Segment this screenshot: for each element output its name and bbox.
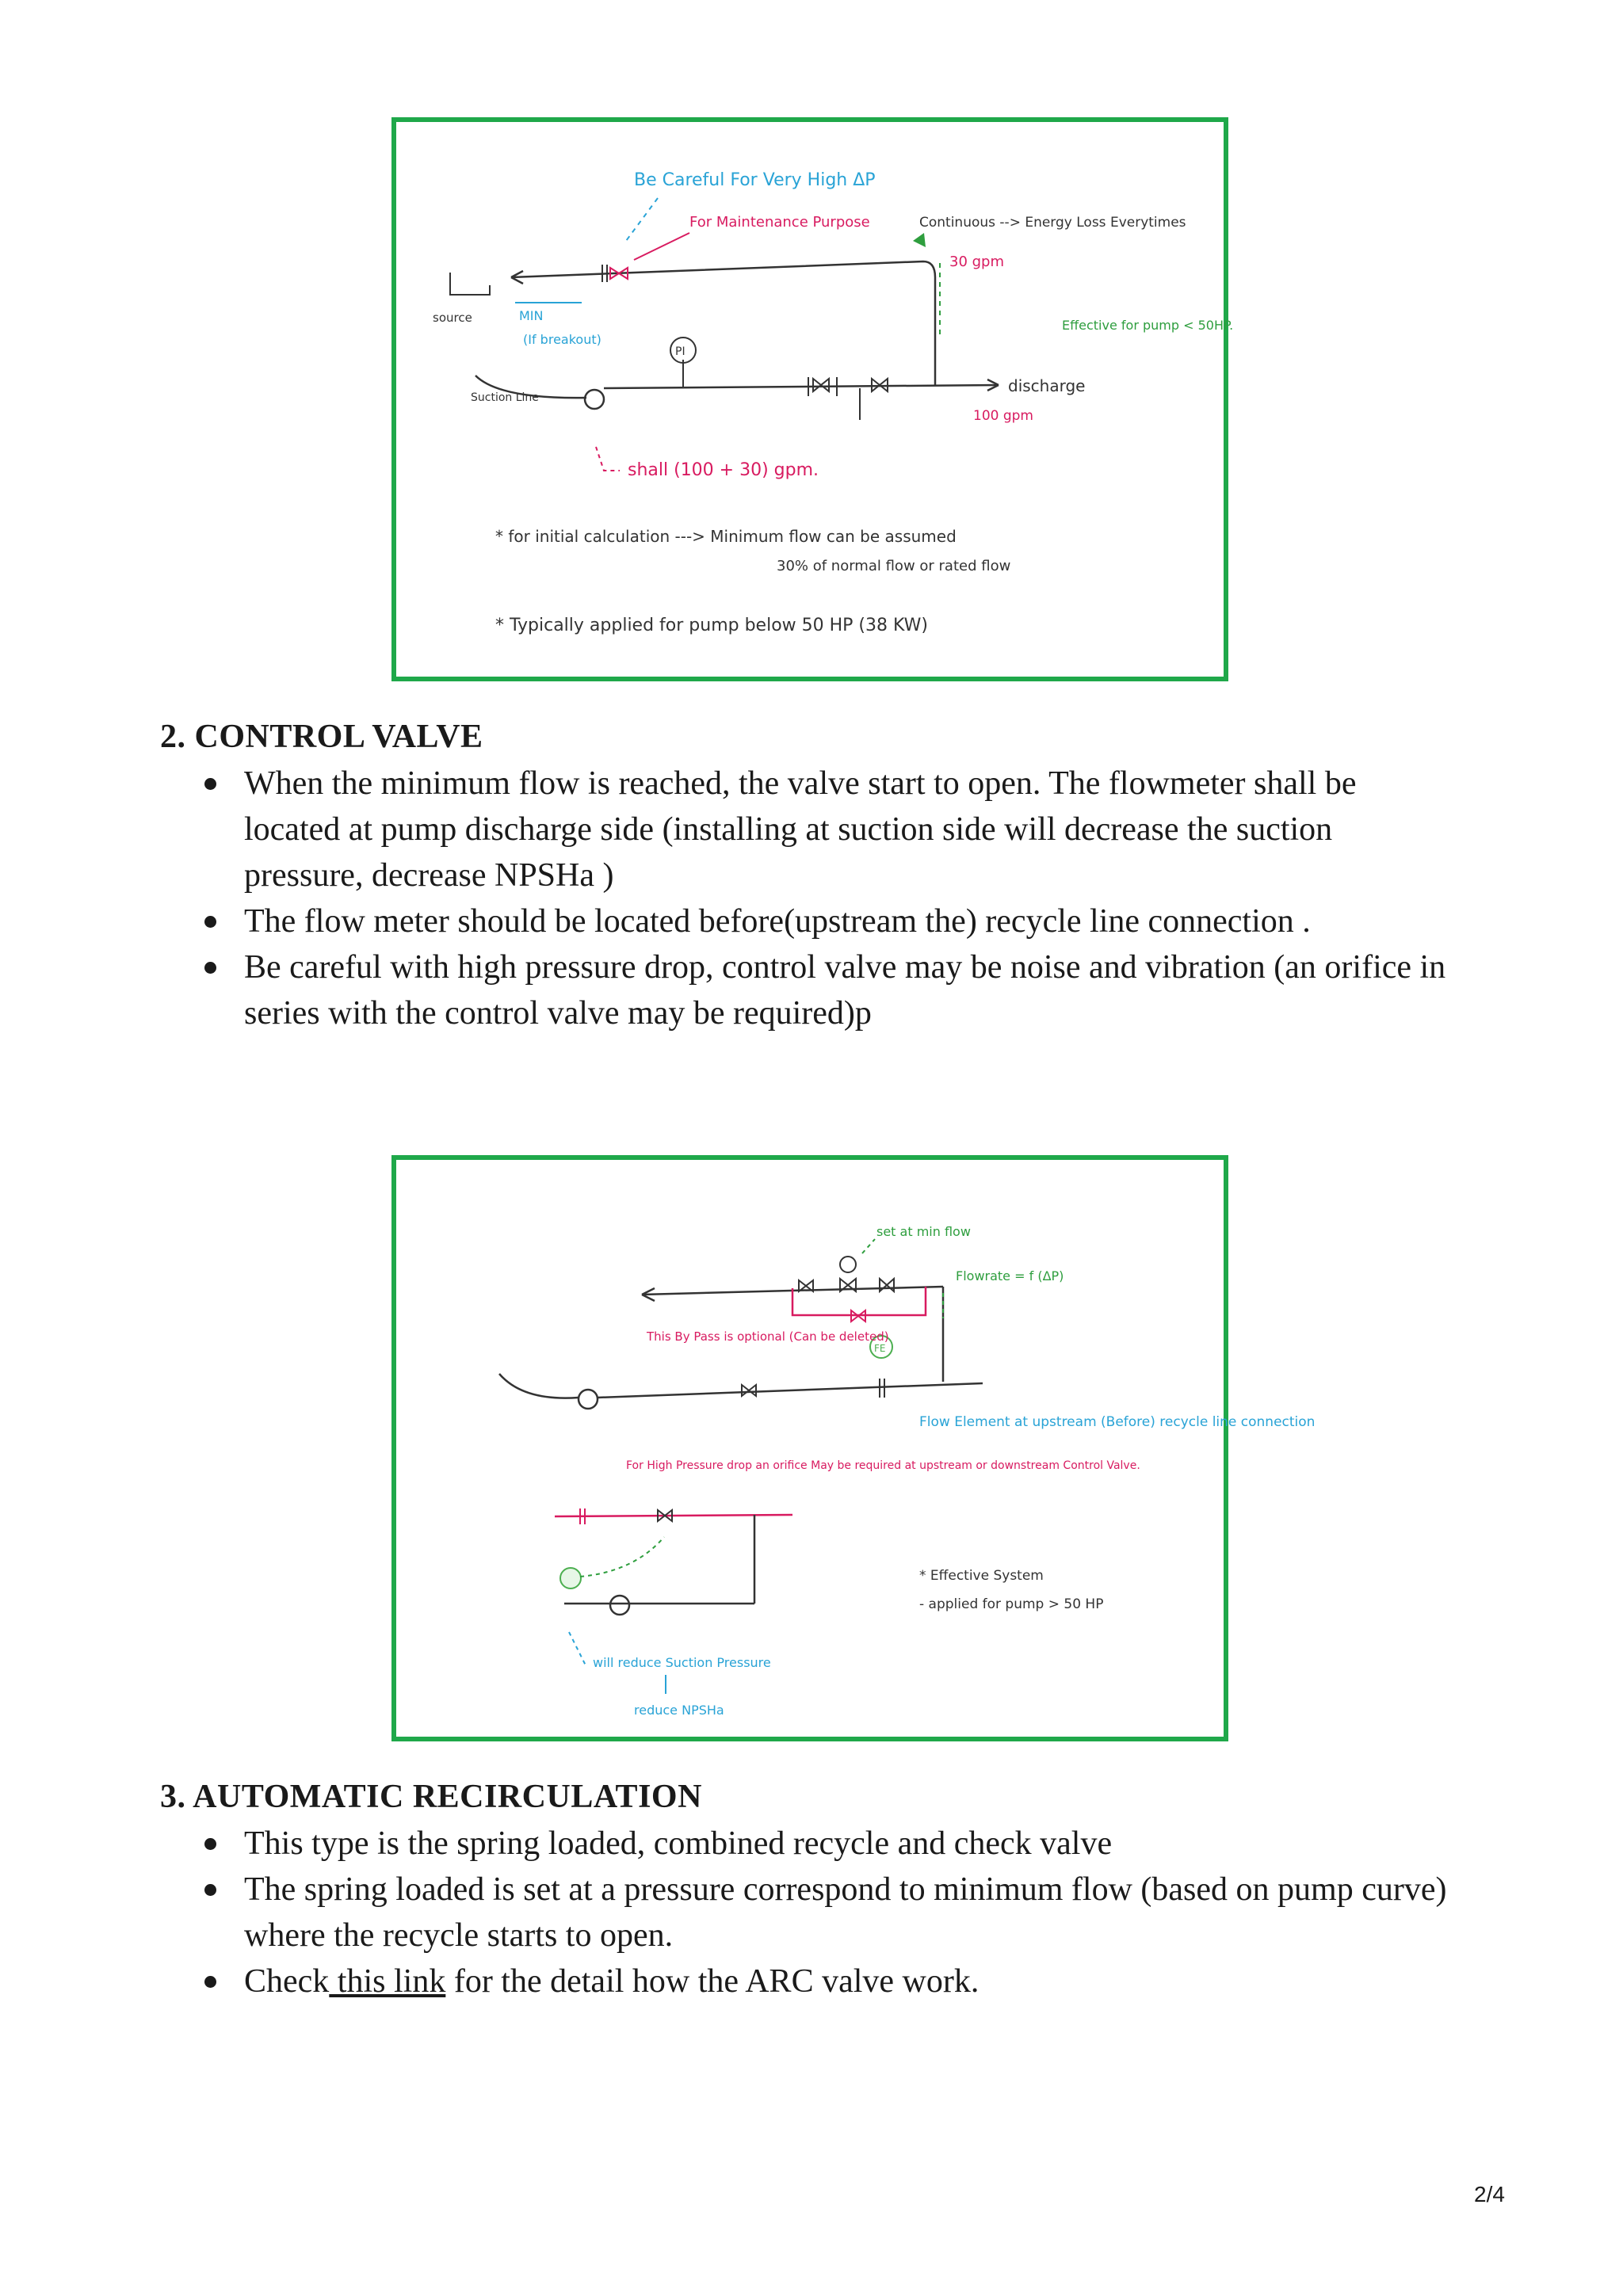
list-item: Be careful with high pressure drop, control valve may be noise and vibration (an orifice in series with the control valve may be required)p — [200, 944, 1452, 1036]
sketch-diagram-1 — [396, 122, 1234, 677]
min-label: MIN — [519, 308, 544, 323]
section-3-title: 3. AUTOMATIC RECIRCULATION — [160, 1779, 702, 1815]
reduce-npsh-note: reduce NPSHa — [634, 1703, 724, 1718]
check-prefix: Check — [244, 1963, 330, 2000]
list-item-check-link — [200, 1958, 1452, 2004]
fe-label: FE — [874, 1343, 886, 1354]
source-label: source — [433, 311, 472, 325]
flow-element-note: Flow Element at upstream (Before) recycle line connection — [919, 1414, 1316, 1430]
applied-note: - applied for pump > 50 HP — [919, 1596, 1104, 1612]
high-dp-note: For High Pressure drop an orifice May be required at upstream or downstream Control Valve. — [626, 1459, 1140, 1472]
note2: * Typically applied for pump below 50 HP (38 KW) — [495, 616, 928, 635]
suction-label: Suction Line — [471, 391, 539, 404]
section-3-list — [200, 1821, 1452, 2004]
effective-system-note: * Effective System — [919, 1568, 1044, 1584]
breakout-label: (If breakout) — [523, 332, 601, 347]
continuous-note: Continuous --> Energy Loss Everytimes — [919, 215, 1186, 231]
setpoint-note: set at min flow — [876, 1224, 971, 1239]
pi-label: PI — [675, 345, 685, 358]
careful-note: Be Careful For Very High ΔP — [634, 170, 876, 190]
list-item: This type is the spring loaded, combined recycle and check valve — [200, 1821, 1452, 1867]
list-item: When the minimum flow is reached, the valve start to open. The flowmeter shall be located at pump discharge side (installing at suction side will decrease the suction pressure, decrease NPSHa ) — [200, 761, 1452, 898]
figure-control-valve — [391, 1155, 1316, 1741]
page-number: 2/4 — [1474, 2182, 1505, 2206]
flowrate-note: Flowrate = f (ΔP) — [956, 1268, 1064, 1283]
figure-min-flow-bypass — [391, 117, 1234, 681]
shall-note: shall (100 + 30) gpm. — [628, 460, 819, 480]
will-reduce-note: will reduce Suction Pressure — [593, 1655, 771, 1670]
bypass-note: This By Pass is optional (Can be deleted) — [647, 1329, 889, 1344]
maintenance-note: For Maintenance Purpose — [689, 214, 870, 231]
arc-valve-link[interactable]: this link — [329, 1963, 446, 2000]
section-2-title: 2. CONTROL VALVE — [160, 719, 483, 755]
note1b: 30% of normal flow or rated flow — [777, 558, 1011, 574]
gpm100-label: 100 gpm — [973, 408, 1033, 424]
note1a: * for initial calculation ---> Minimum flow can be assumed — [495, 527, 957, 546]
sketch-diagram-2 — [396, 1160, 1316, 1737]
section-2-list — [200, 761, 1452, 1036]
list-item: The spring loaded is set at a pressure correspond to minimum flow (based on pump curve) where the recycle starts to open. — [200, 1867, 1452, 1958]
effective-note: Effective for pump < 50HP. — [1062, 318, 1234, 333]
discharge-label: discharge — [1008, 376, 1086, 395]
gpm30-label: 30 gpm — [949, 254, 1005, 270]
list-item: The flow meter should be located before(upstream the) recycle line connection . — [200, 898, 1452, 944]
check-suffix: for the detail how the ARC valve work. — [445, 1963, 980, 2000]
